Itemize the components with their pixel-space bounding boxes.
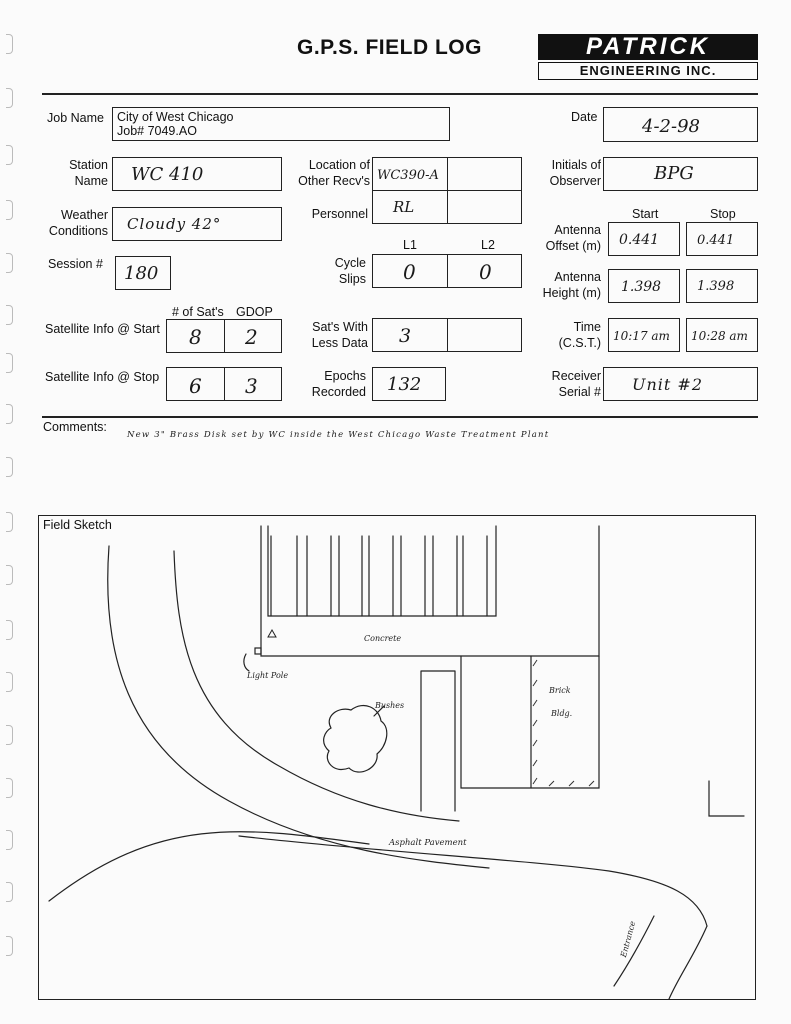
road-edge-inner bbox=[174, 551, 459, 821]
tank-1 bbox=[271, 536, 297, 616]
session-field[interactable] bbox=[115, 256, 171, 290]
logo-top-text: PATRICK bbox=[585, 33, 711, 60]
recorded-label: Recorded bbox=[311, 385, 366, 399]
antenna-offset-start-field[interactable] bbox=[608, 222, 680, 256]
job-name-field[interactable] bbox=[112, 107, 450, 141]
date-field[interactable] bbox=[603, 107, 758, 142]
binder-hole-mark bbox=[6, 404, 13, 424]
asphalt-note: Asphalt Pavement bbox=[389, 838, 467, 848]
location-of-label: Location of bbox=[308, 158, 370, 172]
pavement-lower-edge bbox=[239, 836, 707, 926]
time-stop-value: 10:28 am bbox=[691, 329, 748, 343]
initials-value: BPG bbox=[654, 163, 694, 184]
cycle-label: Cycle bbox=[334, 256, 366, 270]
tank-4 bbox=[369, 536, 393, 616]
concrete-note: Concrete bbox=[364, 634, 402, 643]
job-name-label: Job Name bbox=[47, 111, 104, 125]
time-start-field[interactable] bbox=[608, 318, 680, 352]
antenna-offset-label-2: Offset (m) bbox=[545, 239, 601, 253]
gdop-stop-value: 3 bbox=[245, 374, 258, 398]
station-label: Station bbox=[69, 158, 108, 172]
control-point-triangle bbox=[268, 630, 276, 637]
light-pole-note: Light Pole bbox=[247, 671, 289, 680]
start-column-label: Start bbox=[632, 207, 659, 221]
concrete-pad-outline bbox=[261, 526, 599, 656]
date-label: Date bbox=[571, 110, 598, 124]
binder-hole-mark bbox=[6, 253, 13, 273]
comments-divider bbox=[42, 416, 758, 418]
receiver-serial-field[interactable] bbox=[603, 367, 758, 401]
binder-hole-mark bbox=[6, 200, 13, 220]
logo-subtitle: ENGINEERING INC. bbox=[538, 62, 758, 80]
sats-stop-value: 6 bbox=[189, 374, 202, 398]
brick-hatch bbox=[533, 660, 594, 786]
cell-divider bbox=[447, 319, 448, 351]
antenna-height-stop-field[interactable] bbox=[686, 269, 758, 303]
sats-with-label: Sat's With bbox=[312, 320, 368, 334]
binder-hole-mark bbox=[6, 672, 13, 692]
sat-info-stop-field[interactable] bbox=[166, 367, 282, 401]
personnel-value: RL bbox=[393, 198, 415, 216]
l2-column-label: L2 bbox=[481, 238, 495, 252]
brick-note: Brick bbox=[549, 686, 571, 695]
entrance-edge-right bbox=[669, 926, 707, 999]
cell-divider bbox=[224, 368, 225, 400]
gdop-column-label: GDOP bbox=[236, 305, 273, 319]
job-number-value: Job# 7049.AO bbox=[117, 124, 197, 138]
session-label: Session # bbox=[48, 257, 103, 271]
binder-hole-mark bbox=[6, 778, 13, 798]
antenna-height-label-2: Height (m) bbox=[542, 286, 601, 300]
tank-3 bbox=[339, 536, 362, 616]
personnel-label: Personnel bbox=[311, 207, 368, 221]
field-sketch-label: Field Sketch bbox=[43, 518, 112, 532]
company-logo bbox=[538, 34, 758, 80]
l1-column-label: L1 bbox=[403, 238, 417, 252]
binder-hole-mark bbox=[6, 88, 13, 108]
driveway bbox=[421, 671, 455, 811]
initials-of-label: Initials of bbox=[551, 158, 601, 172]
cell-divider bbox=[224, 320, 225, 352]
sat-info-start-field[interactable] bbox=[166, 319, 282, 353]
entrance-note: Entrance bbox=[619, 920, 638, 959]
antenna-offset-stop-field[interactable] bbox=[686, 222, 758, 256]
cst-label: (C.S.T.) bbox=[558, 336, 601, 350]
sats-less-data-field[interactable] bbox=[372, 318, 522, 352]
building-outline bbox=[461, 656, 599, 788]
less-data-label: Less Data bbox=[311, 336, 368, 350]
binder-hole-mark bbox=[6, 565, 13, 585]
cycle-slips-l1-value: 0 bbox=[403, 260, 416, 284]
pavement-corner bbox=[709, 781, 744, 816]
station-name-label: Name bbox=[74, 174, 108, 188]
epochs-label: Epochs bbox=[324, 369, 366, 383]
personnel-field[interactable] bbox=[372, 190, 522, 224]
road-edge-outer bbox=[108, 546, 489, 868]
weather-field[interactable] bbox=[112, 207, 282, 241]
conditions-label: Conditions bbox=[48, 224, 108, 238]
binder-hole-mark bbox=[6, 457, 13, 477]
bushes-note: Bushes bbox=[375, 701, 405, 710]
binder-hole-mark bbox=[6, 34, 13, 54]
session-value: 180 bbox=[124, 263, 159, 284]
antenna-height-stop-value: 1.398 bbox=[697, 279, 735, 294]
antenna-offset-label-1: Antenna bbox=[554, 223, 601, 237]
observer-label: Observer bbox=[549, 174, 601, 188]
binder-hole-mark bbox=[6, 882, 13, 902]
time-stop-field[interactable] bbox=[686, 318, 758, 352]
time-start-value: 10:17 am bbox=[613, 329, 670, 343]
receiver-label: Receiver bbox=[551, 369, 601, 383]
job-name-value: City of West Chicago bbox=[117, 110, 234, 124]
bushes-outline bbox=[324, 706, 387, 773]
logo-wordmark bbox=[538, 34, 758, 60]
antenna-height-start-field[interactable] bbox=[608, 269, 680, 303]
antenna-height-label-1: Antenna bbox=[554, 270, 601, 284]
binder-hole-mark bbox=[6, 620, 13, 640]
binder-hole-mark bbox=[6, 145, 13, 165]
sats-less-data-value: 3 bbox=[399, 325, 412, 347]
weather-label: Weather bbox=[60, 208, 108, 222]
cell-divider bbox=[447, 158, 448, 190]
initials-field[interactable] bbox=[603, 157, 758, 191]
tank-area-outline bbox=[268, 526, 496, 616]
sat-info-start-label: Satellite Info @ Start bbox=[45, 322, 160, 336]
sketch-lines bbox=[49, 526, 744, 999]
binder-hole-mark bbox=[6, 353, 13, 373]
slips-label: Slips bbox=[338, 272, 366, 286]
binder-hole-mark bbox=[6, 936, 13, 956]
epochs-field[interactable] bbox=[372, 367, 446, 401]
tank-7 bbox=[463, 536, 487, 616]
binder-hole-mark bbox=[6, 512, 13, 532]
weather-value: Cloudy 42° bbox=[127, 215, 222, 233]
pavement-left-edge bbox=[49, 832, 369, 901]
date-value: 4-2-98 bbox=[642, 116, 700, 137]
comments-value[interactable]: New 3" Brass Disk set by WC inside the West Chicago Waste Treatment Plant bbox=[127, 430, 550, 440]
cycle-slips-field[interactable] bbox=[372, 254, 522, 288]
field-sketch bbox=[38, 515, 756, 1000]
other-receivers-value: WC390-A bbox=[377, 168, 439, 183]
other-receivers-field[interactable] bbox=[372, 157, 522, 191]
sats-start-value: 8 bbox=[189, 325, 202, 349]
gdop-start-value: 2 bbox=[245, 325, 258, 349]
binder-hole-mark bbox=[6, 725, 13, 745]
site-sketch-drawing bbox=[39, 516, 755, 999]
antenna-offset-stop-value: 0.441 bbox=[697, 233, 735, 248]
antenna-offset-start-value: 0.441 bbox=[619, 232, 660, 248]
binder-hole-mark bbox=[6, 305, 13, 325]
num-sats-column-label: # of Sat's bbox=[172, 305, 224, 319]
cell-divider bbox=[447, 191, 448, 223]
tank-2 bbox=[307, 536, 331, 616]
epochs-value: 132 bbox=[387, 374, 422, 395]
light-pole-leader bbox=[244, 654, 249, 671]
other-recvs-label: Other Recv's bbox=[298, 174, 370, 188]
time-label: Time bbox=[573, 320, 601, 334]
station-name-field[interactable] bbox=[112, 157, 282, 191]
cycle-slips-l2-value: 0 bbox=[479, 260, 492, 284]
sat-info-stop-label: Satellite Info @ Stop bbox=[45, 370, 160, 384]
form-title: G.P.S. FIELD LOG bbox=[297, 36, 482, 59]
comments-label: Comments: bbox=[43, 420, 107, 434]
station-name-value: WC 410 bbox=[131, 164, 204, 185]
header-divider bbox=[42, 93, 758, 95]
antenna-height-start-value: 1.398 bbox=[621, 279, 662, 295]
cell-divider bbox=[447, 255, 448, 287]
bldg-note: Bldg. bbox=[551, 709, 573, 718]
tank-5 bbox=[401, 536, 425, 616]
serial-label: Serial # bbox=[558, 385, 601, 399]
light-pole-marker bbox=[255, 648, 261, 654]
stop-column-label: Stop bbox=[710, 207, 736, 221]
receiver-serial-value: Unit #2 bbox=[632, 375, 704, 394]
tank-6 bbox=[433, 536, 457, 616]
binder-hole-mark bbox=[6, 830, 13, 850]
